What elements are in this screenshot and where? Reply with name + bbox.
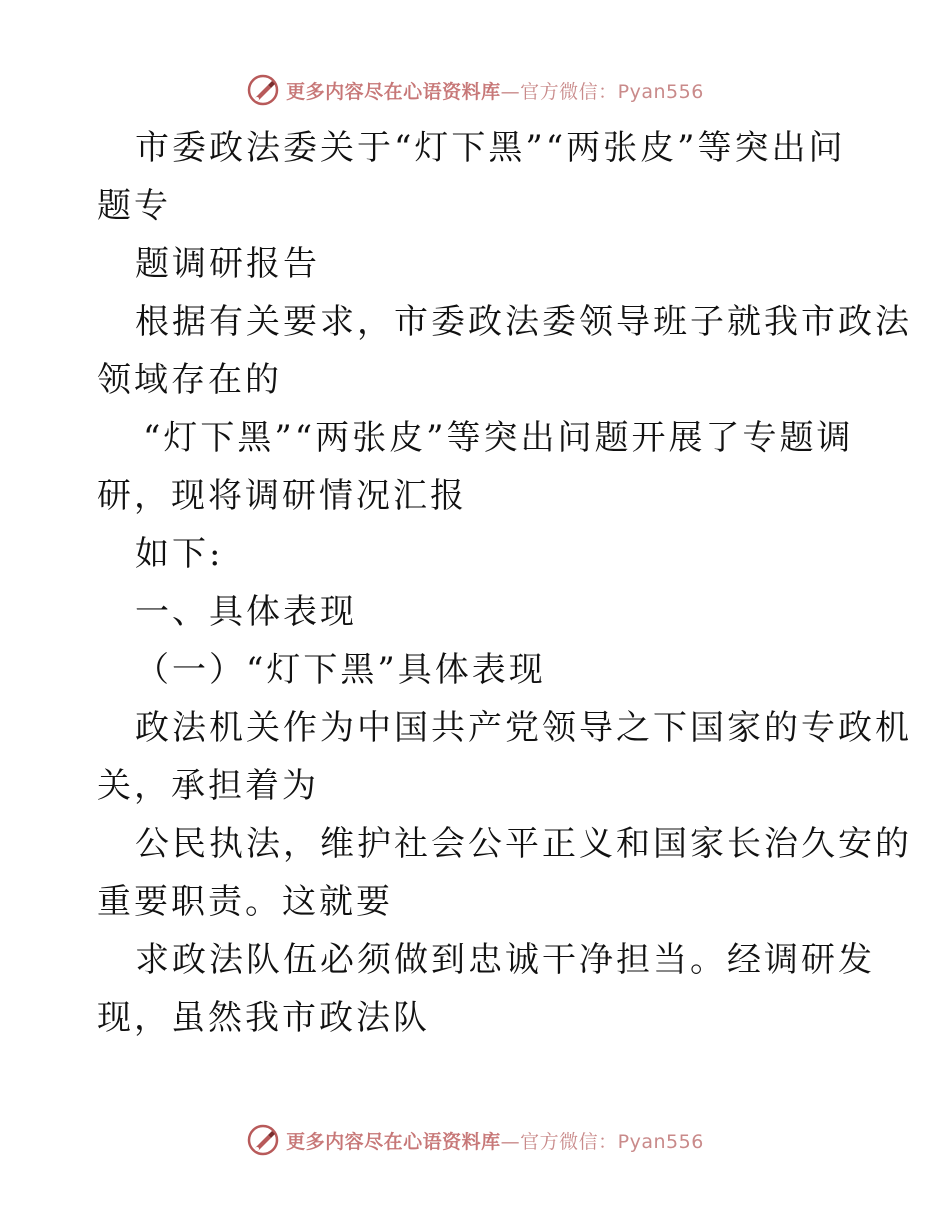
text-line: 关，承担着为 xyxy=(97,766,319,806)
text-line: 题调研报告 xyxy=(135,244,320,284)
text-line: 题专 xyxy=(97,186,171,226)
text-line: 根据有关要求，市委政法委领导班子就我市政法 xyxy=(135,302,912,342)
text-line: 重要职责。这就要 xyxy=(97,882,393,922)
text-line: 求政法队伍必须做到忠诚干净担当。经调研发 xyxy=(135,940,875,980)
section-heading: 一、具体表现 xyxy=(135,592,357,632)
banner-main-text: 更多内容尽在心语资料库 xyxy=(286,80,501,103)
text-line: 领域存在的 xyxy=(97,360,282,400)
pen-circle-logo-icon xyxy=(246,1123,280,1157)
text-line: 政法机关作为中国共产党领导之下国家的专政机 xyxy=(135,708,912,748)
banner-text xyxy=(286,77,704,104)
text-line: 市委政法委关于“灯下黑”“两张皮”等突出问 xyxy=(135,128,846,168)
banner-wechat-text: 官方微信：Pyan556 xyxy=(520,1130,704,1153)
banner-separator: — xyxy=(500,1130,521,1153)
subsection-heading: （一）“灯下黑”具体表现 xyxy=(135,650,546,690)
pen-circle-logo-icon xyxy=(246,73,280,107)
footer-banner xyxy=(0,1120,950,1160)
text-line: 如下: xyxy=(135,534,224,574)
text-line: 现，虽然我市政法队 xyxy=(97,998,430,1038)
header-banner xyxy=(0,70,950,110)
banner-text xyxy=(286,1127,704,1154)
text-line: 研，现将调研情况汇报 xyxy=(97,476,467,516)
text-line: “灯下黑”“两张皮”等突出问题开展了专题调 xyxy=(143,418,854,458)
banner-main-text: 更多内容尽在心语资料库 xyxy=(286,1130,501,1153)
text-line: 公民执法，维护社会公平正义和国家长治久安的 xyxy=(135,824,912,864)
banner-wechat-text: 官方微信：Pyan556 xyxy=(520,80,704,103)
banner-separator: — xyxy=(500,80,521,103)
